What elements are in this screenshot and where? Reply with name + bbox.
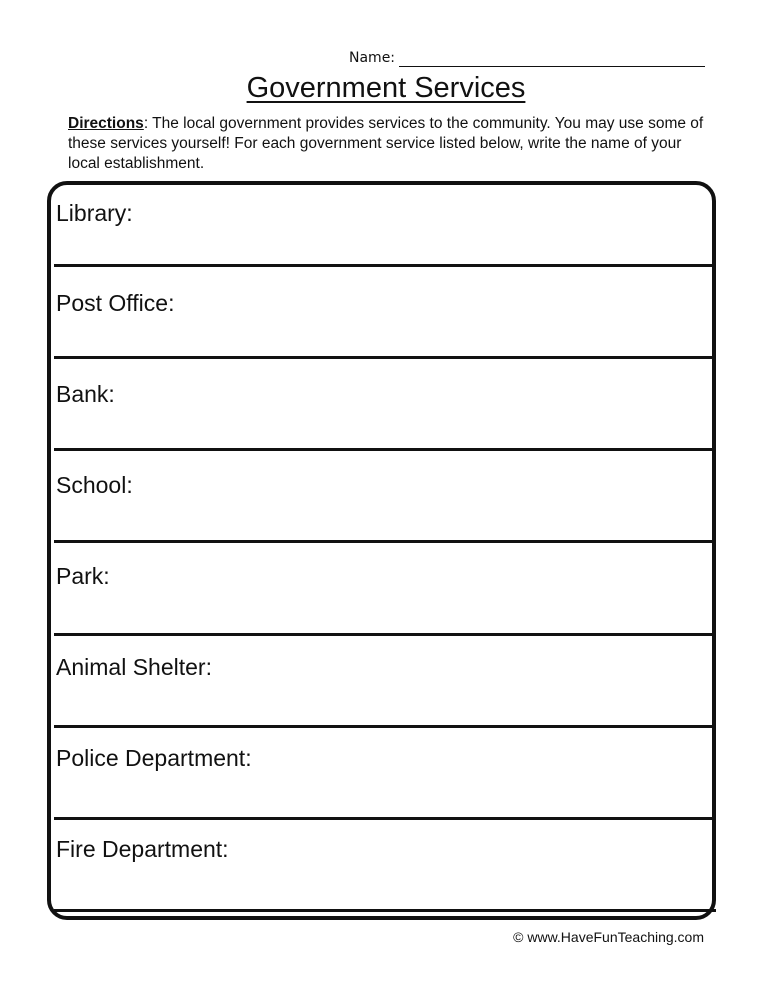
service-row: [54, 192, 716, 272]
service-label: Library:: [56, 200, 133, 226]
name-input-line[interactable]: [399, 50, 705, 67]
service-label: Bank:: [56, 381, 115, 407]
copyright-footer: © www.HaveFunTeaching.com: [513, 929, 704, 945]
service-row: [54, 465, 716, 545]
service-row: [54, 556, 716, 636]
service-label: Park:: [56, 563, 110, 589]
name-label: Name:: [349, 50, 396, 66]
answer-line[interactable]: [54, 909, 716, 912]
answer-line[interactable]: [54, 448, 716, 451]
service-row: [54, 647, 716, 727]
page-title-text: Government Services: [246, 72, 526, 104]
directions-text: : The local government provides services to the community. You may use some of these services yourself! For each government service listed below, write the name of your local establishment.: [68, 115, 704, 172]
directions: [68, 114, 708, 174]
name-field-row: [349, 45, 705, 67]
answer-line[interactable]: [54, 540, 716, 543]
service-row: [54, 283, 716, 363]
service-label: Police Department:: [56, 745, 252, 771]
answer-line[interactable]: [54, 725, 716, 728]
page-title: [0, 70, 772, 106]
service-row: [54, 374, 716, 454]
answer-line[interactable]: [54, 817, 716, 820]
answer-line[interactable]: [54, 356, 716, 359]
service-label: School:: [56, 472, 133, 498]
service-label: Animal Shelter:: [56, 654, 212, 680]
service-row: [54, 738, 716, 818]
directions-label: Directions: [68, 115, 144, 132]
answer-line[interactable]: [54, 264, 716, 267]
service-label: Post Office:: [56, 290, 175, 316]
service-row: [54, 829, 716, 909]
answer-line[interactable]: [54, 633, 716, 636]
service-label: Fire Department:: [56, 836, 229, 862]
